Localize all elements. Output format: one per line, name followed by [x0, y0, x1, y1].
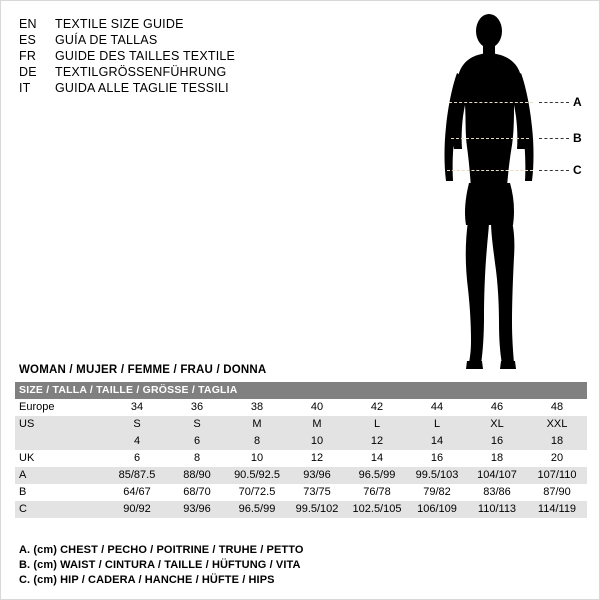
footnotes [19, 544, 579, 589]
language-title: GUÍA DE TALLAS [55, 33, 158, 47]
size-table [15, 382, 587, 518]
cell: 46 [467, 399, 527, 416]
language-code: FR [19, 49, 37, 63]
language-title: TEXTILGRÖSSENFÜHRUNG [55, 65, 227, 79]
table-row [15, 467, 587, 484]
language-code: DE [19, 65, 37, 79]
cell: 114/119 [527, 501, 587, 518]
cell: 12 [287, 450, 347, 467]
cell: L [407, 416, 467, 433]
cell: 18 [527, 433, 587, 450]
cell: 48 [527, 399, 587, 416]
cell: 88/90 [167, 467, 227, 484]
cell: 68/70 [167, 484, 227, 501]
language-row-it [19, 81, 349, 95]
cell: 6 [167, 433, 227, 450]
language-row-fr [19, 49, 349, 63]
cell: 83/86 [467, 484, 527, 501]
cell: 34 [107, 399, 167, 416]
table-header-label: SIZE / TALLA / TAILLE / GRÖSSE / TAGLIA [15, 382, 587, 399]
cell: 8 [167, 450, 227, 467]
cell: 102.5/105 [347, 501, 407, 518]
cell: 6 [107, 450, 167, 467]
cell: 16 [467, 433, 527, 450]
cell: 107/110 [527, 467, 587, 484]
language-code: ES [19, 33, 37, 47]
row-label: B [15, 484, 107, 501]
cell: 4 [107, 433, 167, 450]
language-title: GUIDA ALLE TAGLIE TESSILI [55, 81, 229, 95]
waist-guide-line [451, 138, 529, 139]
row-label: C [15, 501, 107, 518]
cell: 14 [347, 450, 407, 467]
table-row [15, 501, 587, 518]
cell: 44 [407, 399, 467, 416]
row-label [15, 433, 107, 450]
row-label: UK [15, 450, 107, 467]
cell: L [347, 416, 407, 433]
hip-pointer [539, 170, 569, 171]
cell: 93/96 [287, 467, 347, 484]
table-row [15, 416, 587, 433]
cell: 10 [287, 433, 347, 450]
female-silhouette-icon [421, 7, 596, 377]
cell: 79/82 [407, 484, 467, 501]
language-code: IT [19, 81, 31, 95]
figure-area [421, 7, 596, 377]
table-row [15, 433, 587, 450]
row-label: A [15, 467, 107, 484]
measure-label-b: B [573, 131, 582, 145]
section-title: WOMAN / MUJER / FEMME / FRAU / DONNA [19, 364, 267, 376]
cell: 18 [467, 450, 527, 467]
cell: 96.5/99 [227, 501, 287, 518]
cell: 38 [227, 399, 287, 416]
cell: 10 [227, 450, 287, 467]
language-title: TEXTILE SIZE GUIDE [55, 17, 184, 31]
hip-guide-line [447, 170, 533, 171]
language-row-en [19, 17, 349, 31]
cell: M [227, 416, 287, 433]
language-row-de [19, 65, 349, 79]
cell: 96.5/99 [347, 467, 407, 484]
cell: 76/78 [347, 484, 407, 501]
cell: XL [467, 416, 527, 433]
cell: 8 [227, 433, 287, 450]
cell: M [287, 416, 347, 433]
cell: 14 [407, 433, 467, 450]
cell: S [167, 416, 227, 433]
table-row [15, 399, 587, 416]
language-row-es [19, 33, 349, 47]
measure-label-a: A [573, 95, 582, 109]
cell: 87/90 [527, 484, 587, 501]
waist-pointer [539, 138, 569, 139]
cell: 64/67 [107, 484, 167, 501]
table-row [15, 450, 587, 467]
cell: 70/72.5 [227, 484, 287, 501]
cell: 106/109 [407, 501, 467, 518]
cell: S [107, 416, 167, 433]
cell: 40 [287, 399, 347, 416]
language-code: EN [19, 17, 37, 31]
measure-label-c: C [573, 163, 582, 177]
cell: 42 [347, 399, 407, 416]
cell: 16 [407, 450, 467, 467]
cell: 104/107 [467, 467, 527, 484]
cell: 110/113 [467, 501, 527, 518]
cell: 90.5/92.5 [227, 467, 287, 484]
table-row [15, 484, 587, 501]
footnote-a: A. (cm) CHEST / PECHO / POITRINE / TRUHE / PETTO [19, 544, 304, 556]
language-title: GUIDE DES TAILLES TEXTILE [55, 49, 236, 63]
footnote-c: C. (cm) HIP / CADERA / HANCHE / HÜFTE / HIPS [19, 574, 275, 586]
cell: 90/92 [107, 501, 167, 518]
cell: 99.5/102 [287, 501, 347, 518]
cell: XXL [527, 416, 587, 433]
table-header-row [15, 382, 587, 399]
chest-guide-line [449, 102, 533, 103]
cell: 99.5/103 [407, 467, 467, 484]
cell: 36 [167, 399, 227, 416]
row-label: US [15, 416, 107, 433]
footnote-b: B. (cm) WAIST / CINTURA / TAILLE / HÜFTUNG / VITA [19, 559, 301, 571]
cell: 12 [347, 433, 407, 450]
cell: 85/87.5 [107, 467, 167, 484]
cell: 20 [527, 450, 587, 467]
cell: 73/75 [287, 484, 347, 501]
chest-pointer [539, 102, 569, 103]
cell: 93/96 [167, 501, 227, 518]
language-header [19, 17, 349, 97]
row-label: Europe [15, 399, 107, 416]
